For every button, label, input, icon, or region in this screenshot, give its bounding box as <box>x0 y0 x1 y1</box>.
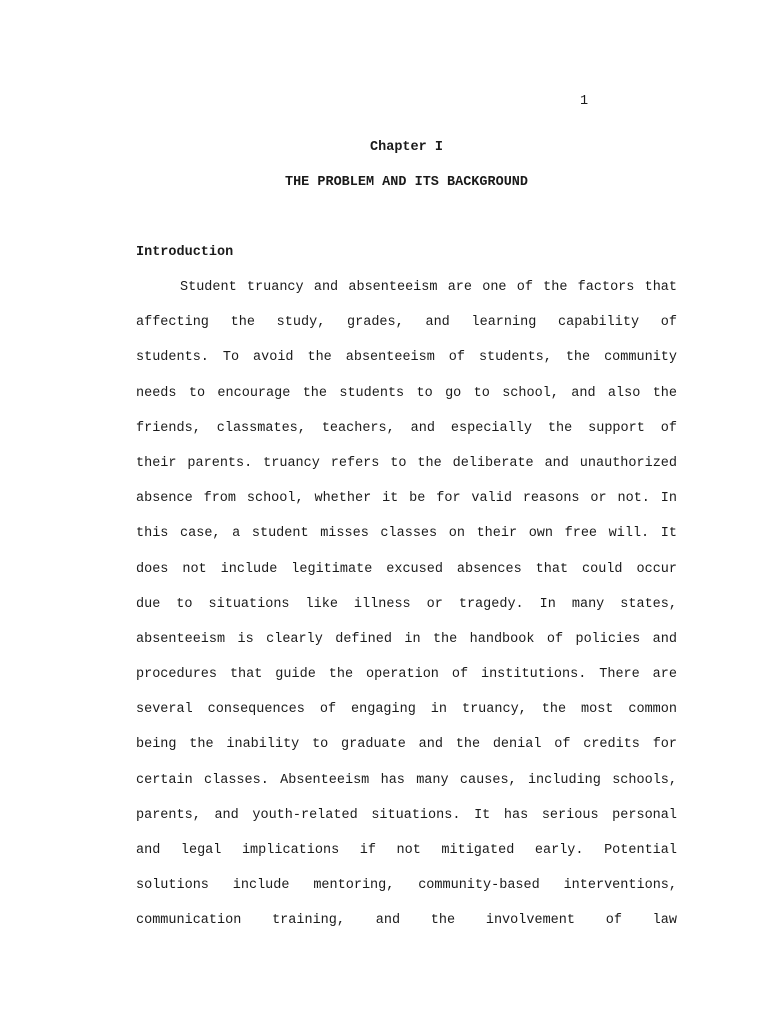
paragraph-line: Student truancy and absenteeism are one of the factors that <box>180 280 677 295</box>
paragraph-line: being the inability to graduate and the denial of credits for <box>136 737 677 753</box>
paragraph-line: several consequences of engaging in truancy, the most common <box>136 702 677 718</box>
paragraph-line: due to situations like illness or tragedy. In many states, <box>136 596 677 612</box>
chapter-label: Chapter I <box>370 140 443 155</box>
section-heading: Introduction <box>136 245 234 260</box>
paragraph-line: students. To avoid the absenteeism of students, the community <box>136 350 677 366</box>
paragraph-line: friends, classmates, teachers, and especially the support of <box>136 420 677 436</box>
paragraph-line: certain classes. Absenteeism has many causes, including schools, <box>136 772 677 788</box>
paragraph-line: communication training, and the involvement of law <box>136 913 677 929</box>
paragraph-line: their parents. truancy refers to the deliberate and unauthorized <box>136 455 677 471</box>
paragraph-line: absenteeism is clearly defined in the handbook of policies and <box>136 631 677 647</box>
paragraph-line: affecting the study, grades, and learning capability of <box>136 315 677 331</box>
page-number: 1 <box>580 94 589 109</box>
paragraph-line: procedures that guide the operation of institutions. There are <box>136 667 677 683</box>
paragraph-line: and legal implications if not mitigated early. Potential <box>136 843 677 858</box>
paragraph-line: this case, a student misses classes on their own free will. It <box>136 526 677 542</box>
paragraph-line: solutions include mentoring, community-based interventions, <box>136 878 677 894</box>
paragraph-line: parents, and youth-related situations. It has serious personal <box>136 807 677 823</box>
chapter-title: THE PROBLEM AND ITS BACKGROUND <box>284 175 529 190</box>
paragraph-line: does not include legitimate excused absences that could occur <box>136 561 677 577</box>
paragraph-line: needs to encourage the students to go to school, and also the <box>136 385 677 401</box>
paragraph-line: absence from school, whether it be for valid reasons or not. In <box>136 491 677 507</box>
body-paragraph <box>136 278 677 947</box>
